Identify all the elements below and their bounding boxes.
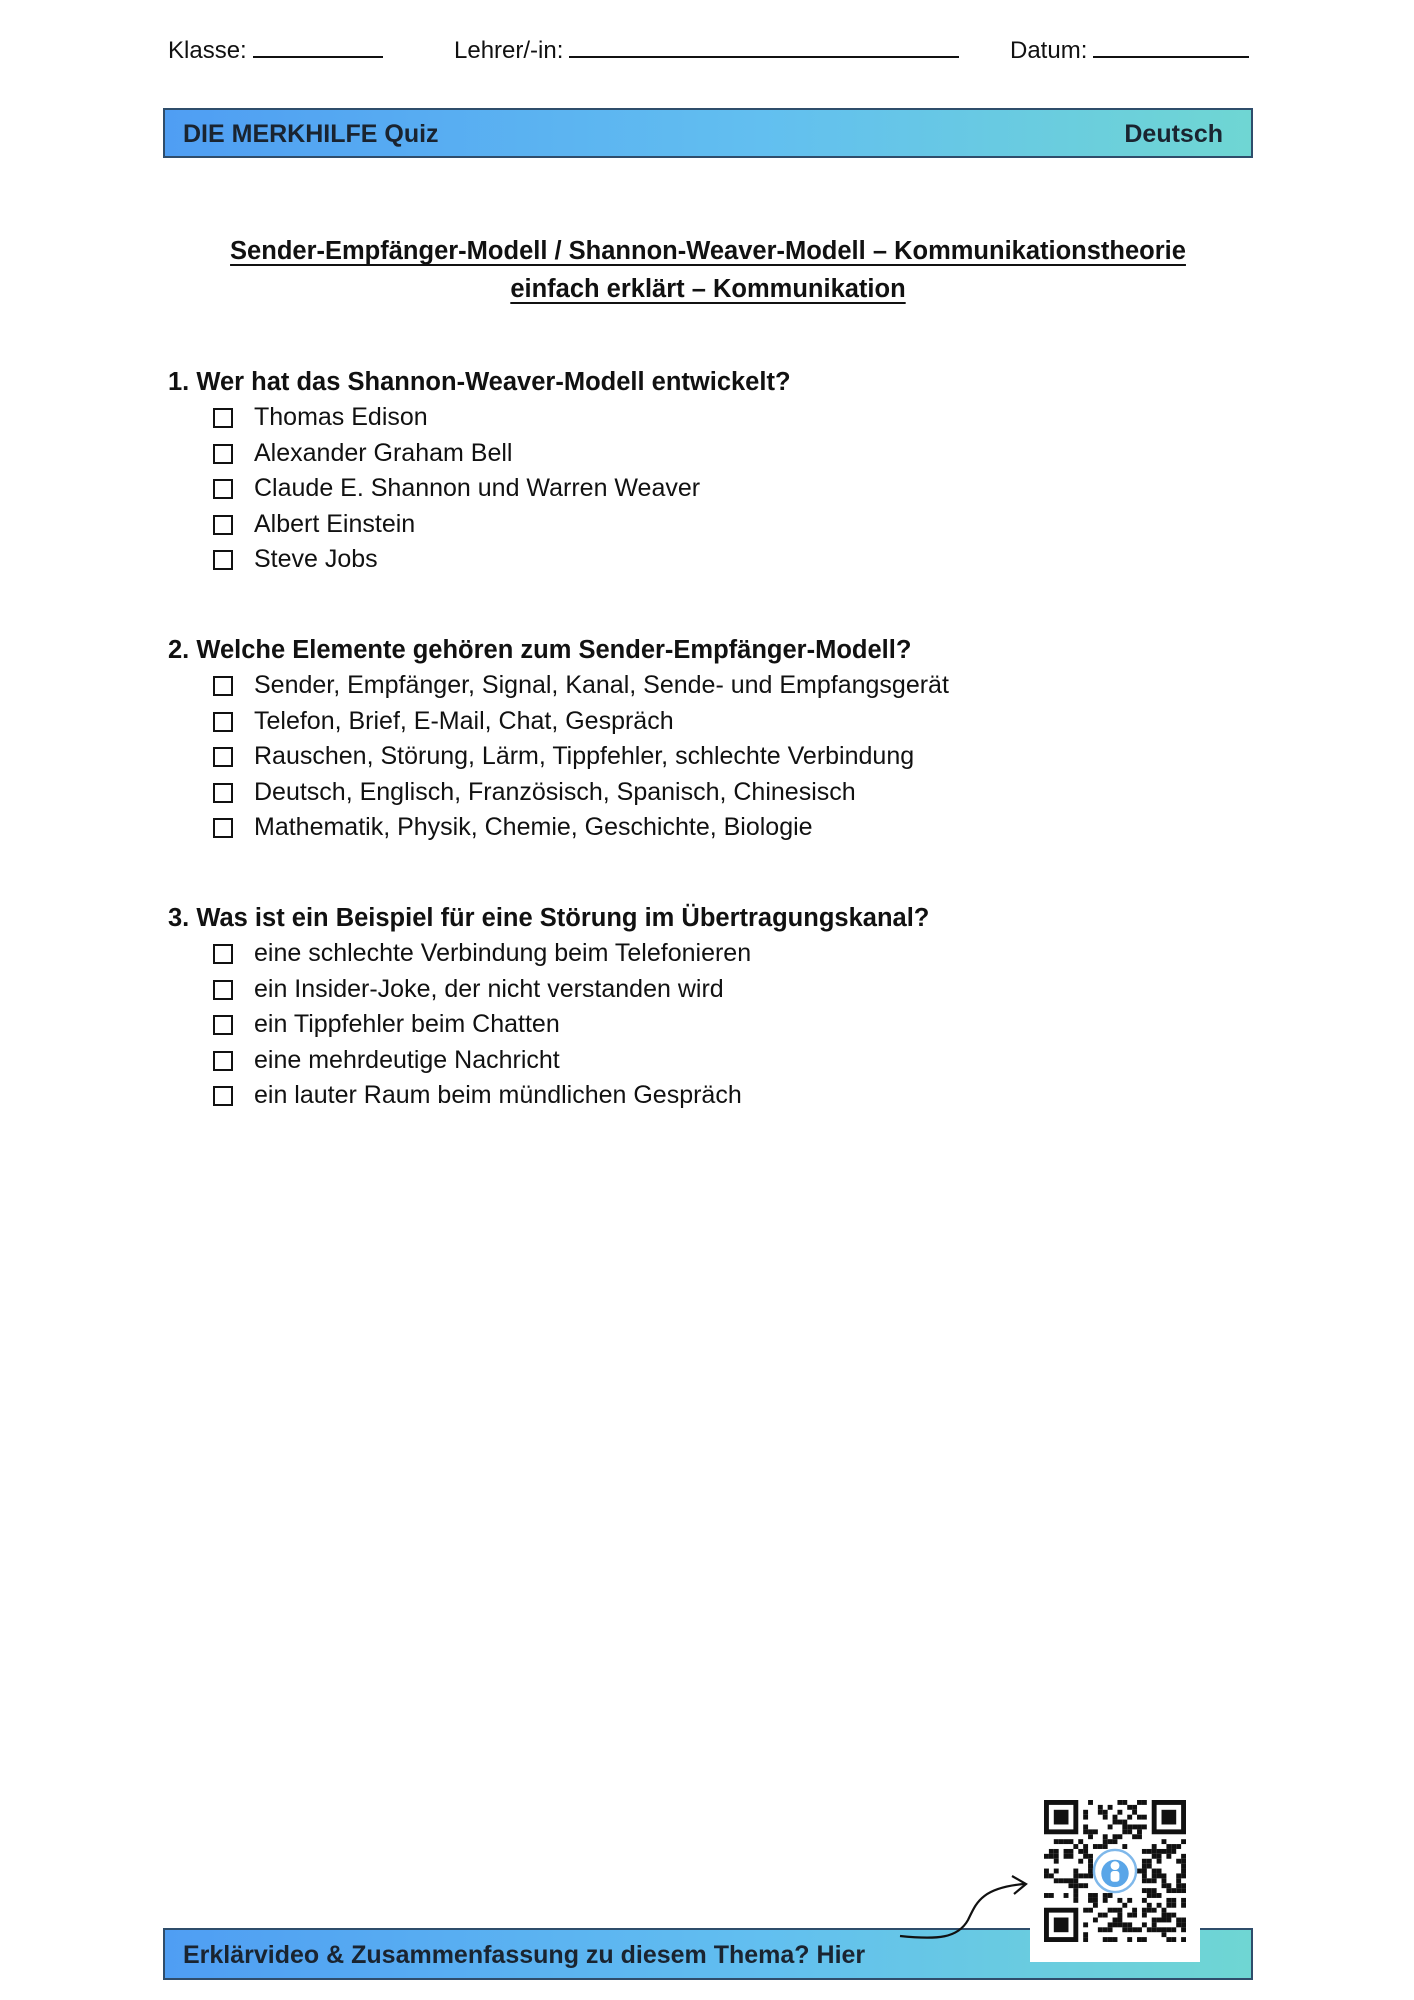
checkbox-icon[interactable] [213, 479, 233, 499]
checkbox-icon[interactable] [213, 408, 233, 428]
checkbox-icon[interactable] [213, 980, 233, 1000]
option-label: Rauschen, Störung, Lärm, Tippfehler, schlechte Verbindung [254, 742, 915, 771]
answer-option[interactable] [168, 972, 1218, 1008]
qr-code-icon[interactable] [1044, 1800, 1186, 1942]
question-text: 2. Welche Elemente gehören zum Sender-Empfänger-Modell? [168, 636, 912, 664]
answer-option[interactable] [168, 1078, 1218, 1114]
checkbox-icon[interactable] [213, 712, 233, 732]
answer-option[interactable] [168, 471, 1218, 507]
quiz-banner [163, 108, 1253, 158]
option-label: eine schlechte Verbindung beim Telefonieren [254, 939, 752, 967]
answer-option[interactable] [168, 810, 1218, 846]
student-info-line [168, 34, 1254, 68]
question-2 [168, 632, 1218, 846]
answer-option[interactable] [168, 436, 1218, 472]
answer-option[interactable] [168, 936, 1218, 972]
answer-option[interactable] [168, 542, 1218, 578]
option-label: Albert Einstein [254, 509, 416, 538]
option-label: ein Tippfehler beim Chatten [254, 1010, 560, 1039]
qr-card[interactable] [1030, 1796, 1200, 1962]
question-3 [168, 900, 1218, 1114]
option-label: Telefon, Brief, E-Mail, Chat, Gespräch [254, 706, 674, 735]
answer-option[interactable] [168, 1043, 1218, 1079]
lehrer-field[interactable] [454, 34, 959, 65]
checkbox-icon[interactable] [213, 676, 233, 696]
klasse-field[interactable] [168, 34, 383, 65]
option-label: ein lauter Raum beim mündlichen Gespräch [254, 1081, 742, 1110]
question-text: 1. Wer hat das Shannon-Weaver-Modell entwickelt? [168, 368, 791, 396]
question-1 [168, 364, 1218, 578]
checkbox-icon[interactable] [213, 444, 233, 464]
answer-option[interactable] [168, 775, 1218, 811]
option-label: eine mehrdeutige Nachricht [254, 1045, 560, 1074]
subject-label: Deutsch [1124, 120, 1223, 148]
checkbox-icon[interactable] [213, 1086, 233, 1106]
title-line-2: einfach erklärt – Kommunikation [510, 275, 906, 303]
klasse-blank[interactable] [253, 34, 383, 58]
page-title [163, 232, 1253, 308]
footer-text: Erklärvideo & Zusammenfassung zu diesem Thema? Hier [183, 1941, 866, 1969]
checkbox-icon[interactable] [213, 944, 233, 964]
option-label: Deutsch, Englisch, Französisch, Spanisch, Chinesisch [254, 777, 856, 806]
answer-option[interactable] [168, 704, 1218, 740]
banner-title: DIE MERKHILFE Quiz [183, 120, 439, 148]
klasse-label: Klasse: [168, 37, 247, 64]
datum-blank[interactable] [1093, 34, 1249, 58]
checkbox-icon[interactable] [213, 550, 233, 570]
datum-label: Datum: [1010, 37, 1088, 64]
lehrer-label: Lehrer/-in: [454, 37, 564, 64]
checkbox-icon[interactable] [213, 747, 233, 767]
question-text: 3. Was ist ein Beispiel für eine Störung im Übertragungskanal? [168, 904, 930, 932]
title-line-1: Sender-Empfänger-Modell / Shannon-Weaver-Modell – Kommunikationstheorie [230, 237, 1186, 265]
option-label: Thomas Edison [254, 403, 428, 431]
answer-option[interactable] [168, 1007, 1218, 1043]
lehrer-blank[interactable] [569, 34, 959, 58]
curved-arrow-icon [898, 1870, 1038, 1950]
answer-options [168, 400, 1218, 578]
option-label: Alexander Graham Bell [254, 438, 513, 467]
answer-option[interactable] [168, 507, 1218, 543]
checkbox-icon[interactable] [213, 1015, 233, 1035]
answer-option[interactable] [168, 668, 1218, 704]
checkbox-icon[interactable] [213, 515, 233, 535]
checkbox-icon[interactable] [213, 783, 233, 803]
option-label: Sender, Empfänger, Signal, Kanal, Sende- und Empfangsgerät [254, 671, 949, 699]
checkbox-icon[interactable] [213, 1051, 233, 1071]
option-label: ein Insider-Joke, der nicht verstanden wird [254, 974, 724, 1003]
answer-option[interactable] [168, 739, 1218, 775]
answer-options [168, 936, 1218, 1114]
checkbox-icon[interactable] [213, 818, 233, 838]
answer-options [168, 668, 1218, 846]
option-label: Claude E. Shannon und Warren Weaver [254, 474, 701, 503]
answer-option[interactable] [168, 400, 1218, 436]
option-label: Mathematik, Physik, Chemie, Geschichte, Biologie [254, 813, 813, 842]
option-label: Steve Jobs [254, 545, 378, 574]
datum-field[interactable] [1010, 34, 1249, 65]
